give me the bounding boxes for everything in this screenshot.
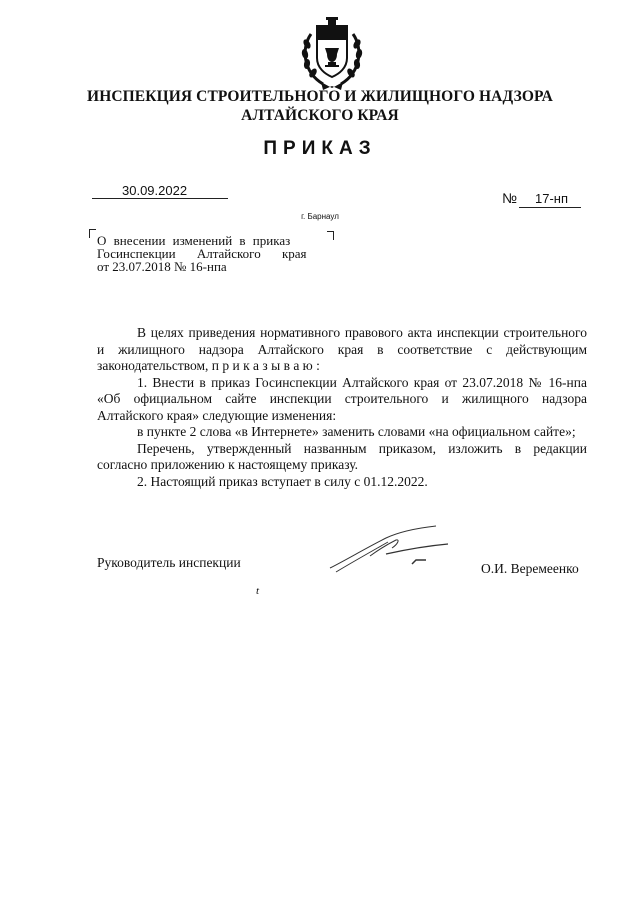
number-underline: [519, 207, 581, 208]
document-type-title: ПРИКАЗ: [263, 138, 377, 159]
subject-corner-left: [89, 229, 96, 238]
date-underline: [92, 198, 228, 199]
handwritten-signature: [326, 520, 456, 580]
document-body: [97, 325, 587, 490]
body-paragraph-3: в пункте 2 слова «в Интернете» заменить словами «на официальном сайте»;: [137, 424, 576, 439]
coat-of-arms-icon: [297, 14, 367, 94]
handwritten-mark: t: [256, 585, 260, 597]
subject-line2: Госинспекции Алтайского края: [97, 246, 307, 261]
organization-name-line2: АЛТАЙСКОГО КРАЯ: [241, 107, 399, 124]
signer-role: Руководитель инспекции: [97, 555, 241, 570]
number-sign: №: [502, 190, 518, 206]
body-paragraph-1: В целях приведения нормативного правового акта инспекции строительного и жилищного надзора Алтайского края в соответствие с действующим законодательством, п р и к а з ы в а ю :: [97, 325, 587, 373]
body-paragraph-2: 1. Внести в приказ Госинспекции Алтайского края от 23.07.2018 № 16-нпа «Об официальном сайте инспекции строительного и жилищного надзора Алтайского края» следующие изменения:: [97, 374, 587, 423]
document-date: 30.09.2022: [122, 183, 188, 198]
body-paragraph-4: Перечень, утвержденный названным приказом, изложить в редакции согласно приложению к настоящему приказу.: [97, 440, 587, 472]
signer-name: О.И. Веремеенко: [481, 561, 579, 576]
subject-line1: О внесении изменений в приказ: [97, 233, 291, 248]
document-number: 17-нп: [535, 191, 569, 206]
body-paragraph-5: 2. Настоящий приказ вступает в силу с 01.12.2022.: [137, 473, 428, 489]
subject-line3: от 23.07.2018 № 16-нпа: [97, 259, 227, 274]
organization-name-line1: ИНСПЕКЦИЯ СТРОИТЕЛЬНОГО И ЖИЛИЩНОГО НАДЗОРА: [87, 88, 553, 105]
document-subject: [97, 234, 330, 273]
city-label: г. Барнаул: [301, 212, 339, 221]
